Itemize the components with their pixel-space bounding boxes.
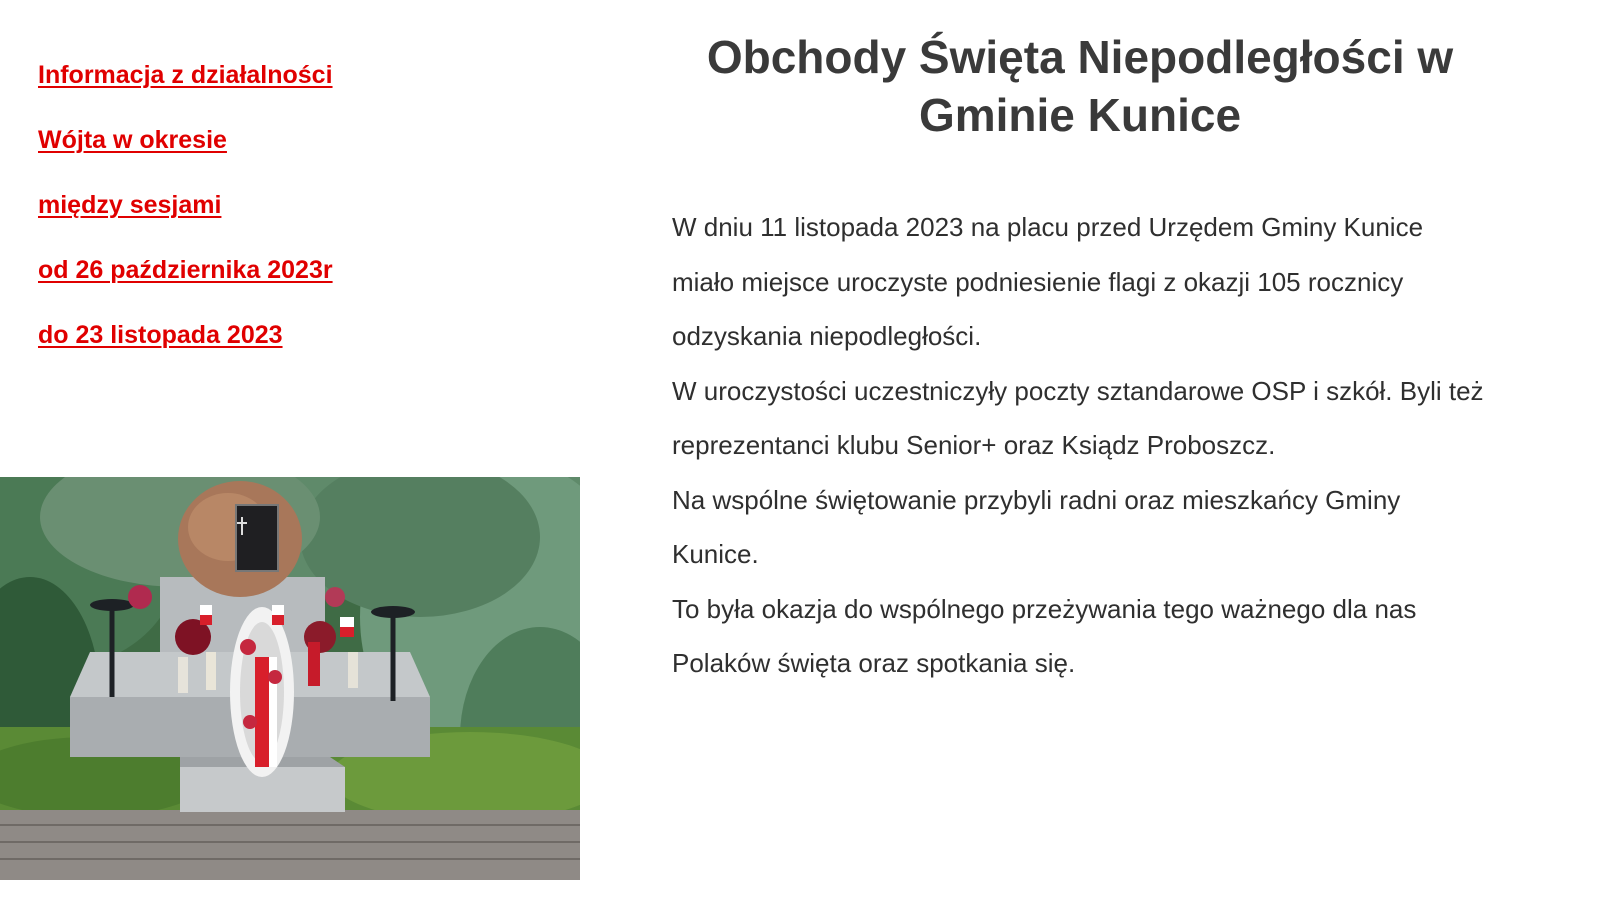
sidebar-info: [38, 60, 458, 385]
memorial-photo: [0, 477, 580, 880]
article-paragraph-4: To była okazja do wspólnego przeżywania tego ważnego dla nas Polaków święta oraz spotkania się.: [672, 593, 1417, 678]
page-title-line-1: Obchody Święta Niepodległości w: [706, 31, 1454, 83]
sidebar-line-2[interactable]: Wójta w okresie: [38, 126, 227, 154]
article-body: [672, 200, 1492, 691]
sidebar-line-4[interactable]: od 26 października 2023r: [38, 256, 333, 284]
article-paragraph-1: W dniu 11 listopada 2023 na placu przed Urzędem Gminy Kunice miało miejsce uroczyste podniesienie flagi z okazji 105 rocznicy odzyskania niepodległości.: [672, 212, 1424, 351]
page-title: [640, 28, 1520, 144]
sidebar-line-5[interactable]: do 23 listopada 2023: [38, 321, 283, 349]
article-paragraph-3: Na wspólne świętowanie przybyli radni oraz mieszkańcy Gminy Kunice.: [672, 484, 1401, 569]
page-title-line-2: Gminie Kunice: [918, 89, 1242, 141]
sidebar-line-3[interactable]: między sesjami: [38, 191, 222, 219]
sidebar-line-1[interactable]: Informacja z działalności: [38, 61, 333, 89]
article-paragraph-2: W uroczystości uczestniczyły poczty sztandarowe OSP i szkół. Byli też reprezentanci klubu Senior+ oraz Ksiądz Proboszcz.: [672, 375, 1484, 460]
